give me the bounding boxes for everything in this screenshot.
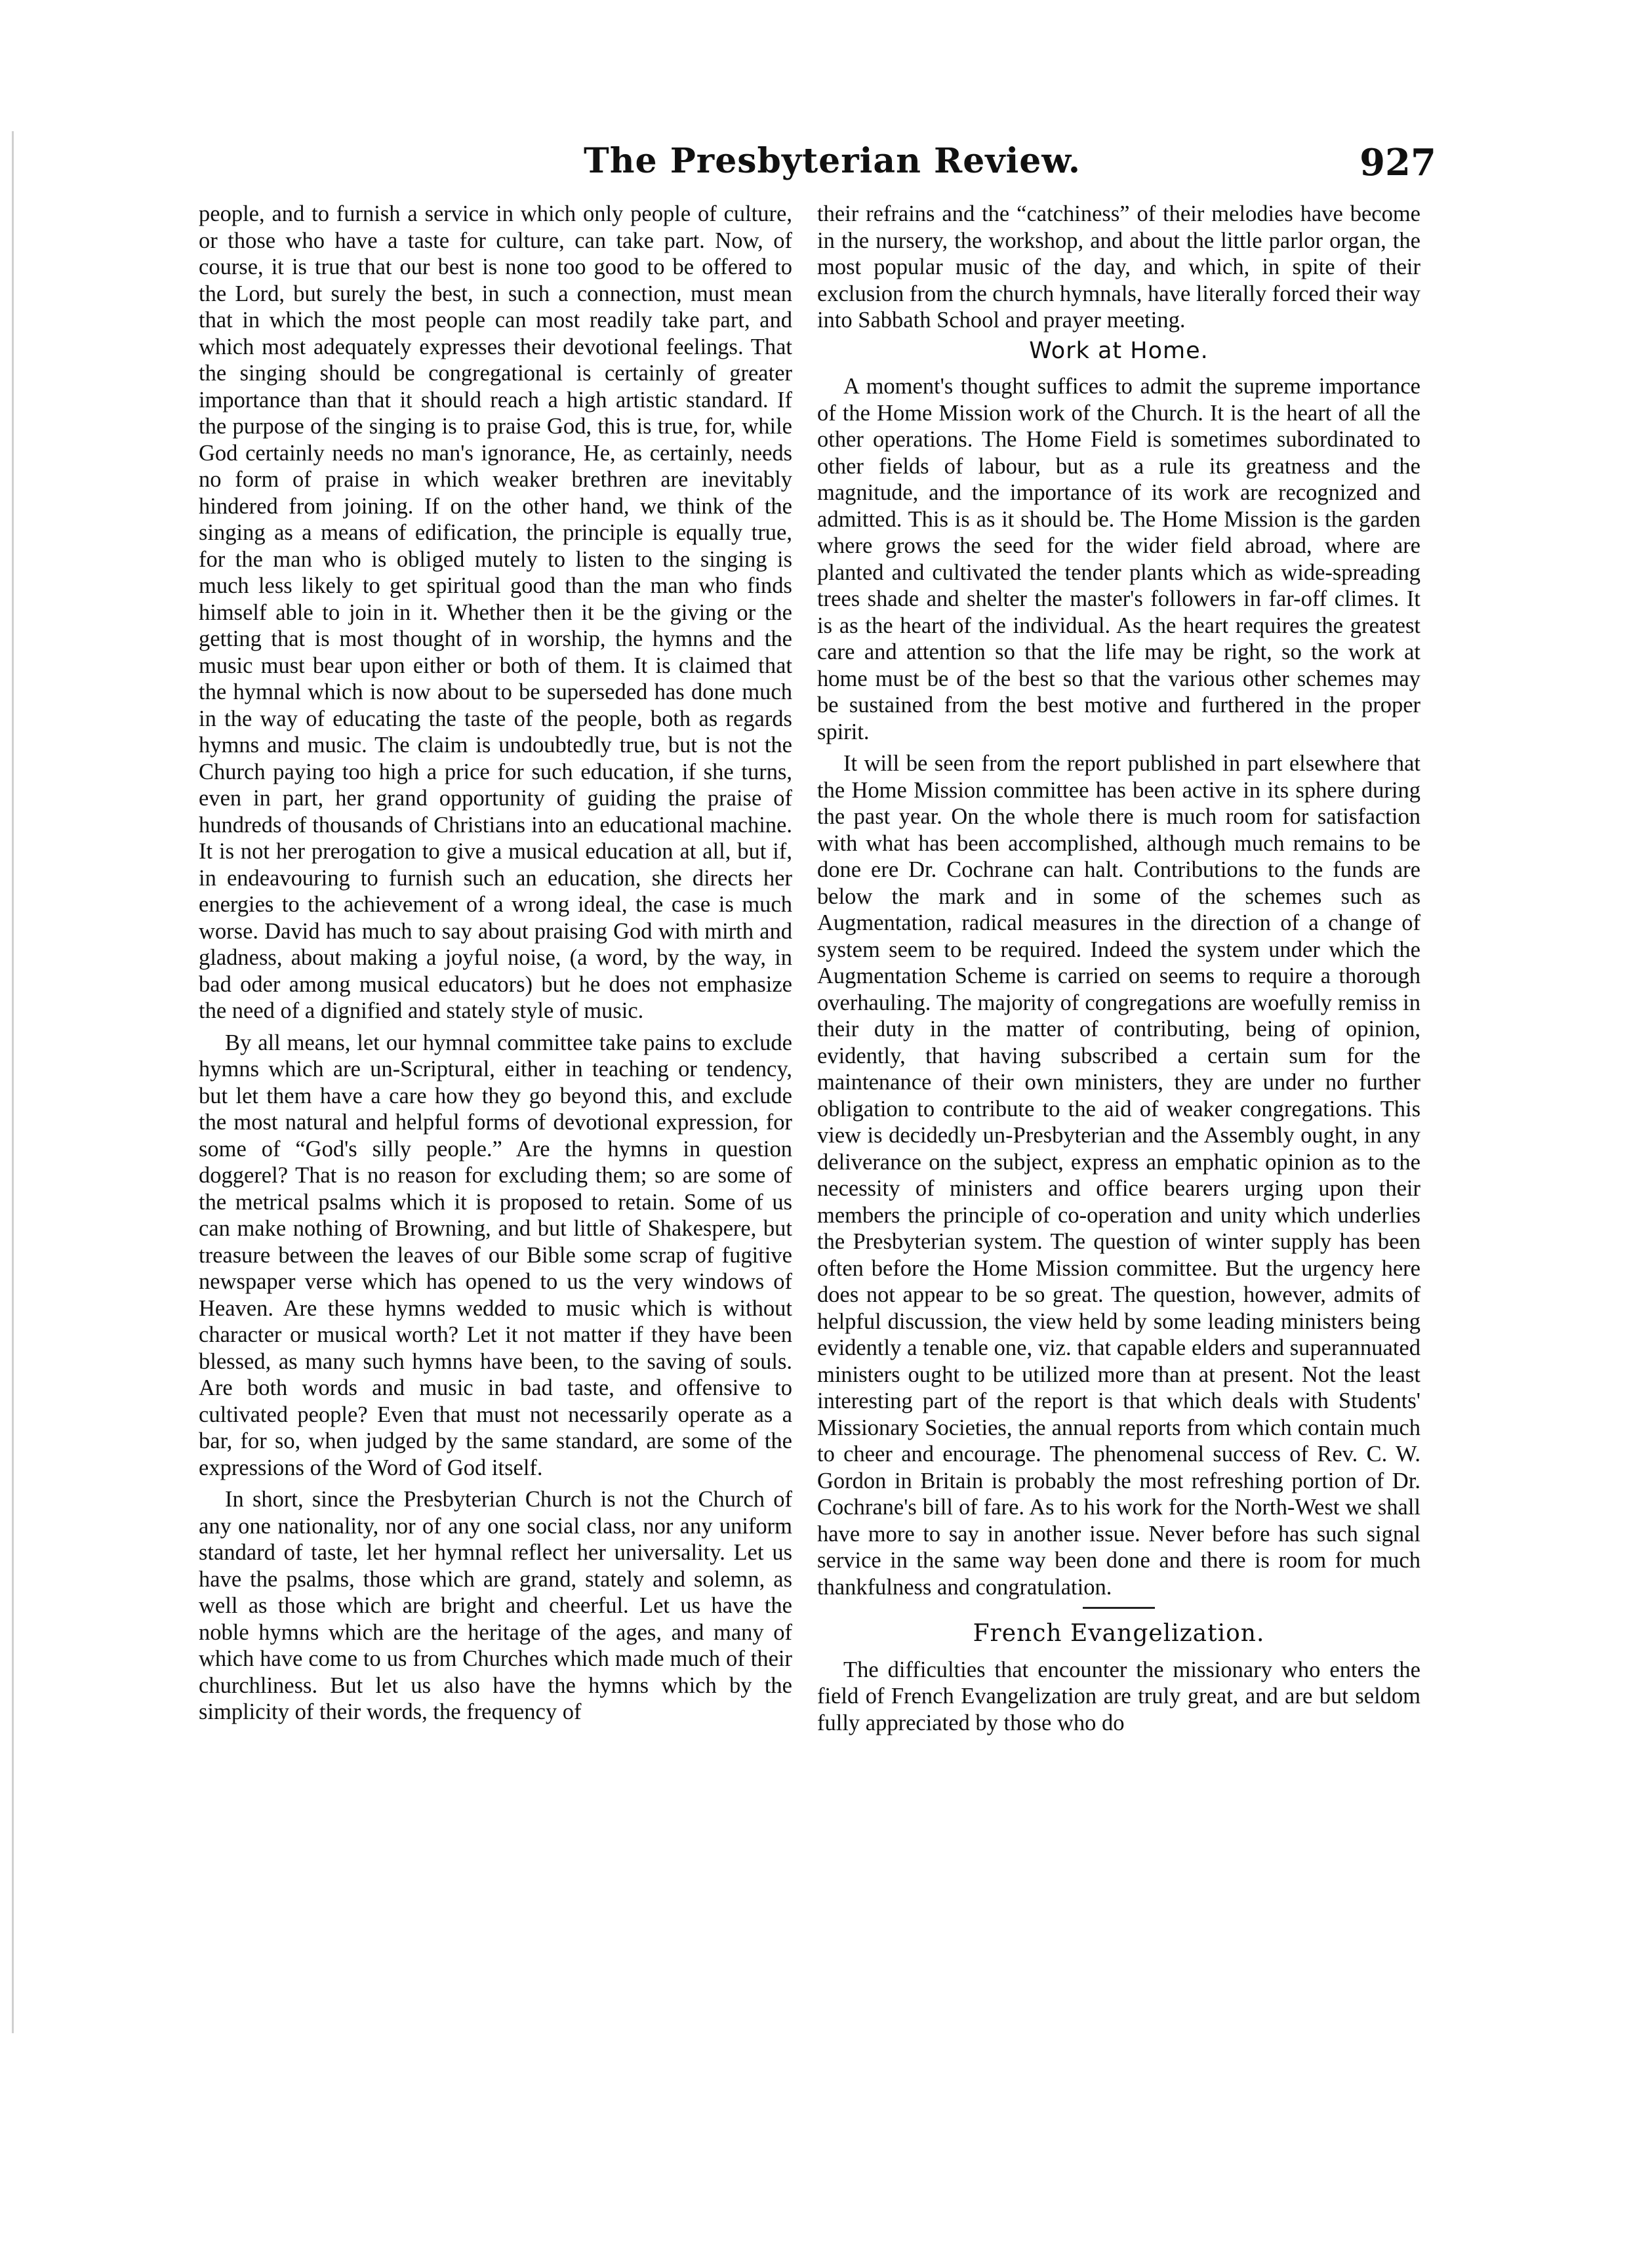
left-column [199,201,792,1726]
paragraph: The difficulties that encounter the missionary who enters the field of French Evangelization are truly great, and are but seldom fully appreciated by those who do [817,1657,1420,1735]
paragraph: By all means, let our hymnal committee take pains to exclude hymns which are un-Scriptural, either in teaching or tendency, but let them have a care how they go beyond this, and exclude the most natural and helpful forms of devotional expression, for some of “God's silly people.” Are the hymns in question doggerel? That is no reason for excluding them; so are some of the metrical psalms which it is proposed to retain. Some of us can make nothing of Browning, and but little of Shakespere, but treasure between the leaves of our Bible some scrap of fugitive newspaper verse which has opened to us the very windows of Heaven. Are these hymns wedded to music which is without character or musical worth? Let it not matter if they have been blessed, as many such hymns have been, to the saving of souls. Are both words and music in bad taste, and offensive to cultivated people? Even that must not necessarily operate as a bar, for so, when judged by the same standard, are some of the expressions of the Word of God itself. [199,1030,792,1480]
page-number: 927 [1359,141,1436,184]
right-column [817,201,1420,1736]
page-header [584,141,1436,193]
paragraph: A moment's thought suffices to admit the supreme importance of the Home Mission work of the Church. It is the heart of all the other operations. The Home Field is sometimes subordinated to other fields of labour, but as a rule its greatness and the magnitude, and the importance of its work are recognized and admitted. This is as it should be. The Home Mission is the garden where grows the seed for the wider field abroad, where are planted and cultivated the tender plants which as wide-spreading trees shade and shelter the master's followers in far-off climes. It is as the heart of the individual. As the heart requires the greatest care and attention so that the life may be right, so the work at home must be of the best so that the various other schemes may be sustained from the best motive and furthered in the proper spirit. [817,374,1420,744]
section-heading-french-evangelization: French Evangelization. [973,1620,1265,1647]
paragraph: their refrains and the “catchiness” of their melodies have become in the nursery, the workshop, and about the little parlor organ, the most popular music of the day, and which, in spite of their exclusion from the church hymnals, have literally forced their way into Sabbath School and prayer meeting. [817,201,1420,333]
journal-title: The Presbyterian Review. [584,141,1081,181]
paragraph: It will be seen from the report published in part elsewhere that the Home Mission committee has been active in its sphere during the past year. On the whole there is much room for satisfaction with what has been accomplished, although much remains to be done ere Dr. Cochrane can halt. Contributions to the funds are below the mark and in some of the schemes such as Augmentation, radical measures in the direction of a change of system seem to be required. Indeed the system under which the Augmentation Scheme is carried on seems to require a thorough overhauling. The majority of congregations are woefully remiss in their duty in the matter of contributing, being of opinion, evidently, that having subscribed a certain sum for the maintenance of their own ministers, they are under no further obligation to contribute to the aid of weaker congregations. This view is decidedly un-Presbyterian and the Assembly ought, in any deliverance on the subject, express an emphatic opinion as to the necessity of ministers and office bearers urging upon their members the principle of co-operation and unity which underlies the Presbyterian system. The question of winter supply has been often before the Home Mission committee. But the urgency here does not appear to be so great. The question, however, admits of helpful discussion, the view held by some leading ministers being evidently a tenable one, viz. that capable elders and superannuated ministers ought to be utilized more than at present. Not the least interesting part of the report is that which deals with Students' Missionary Societies, the annual reports from which contain much to cheer and encourage. The phenomenal success of Rev. C. W. Gordon in Britain is probably the most refreshing portion of Dr. Cochrane's bill of fare. As to his work for the North-West we shall have more to say in another issue. Never before has such signal service in the same way been done and there is room for much thankfulness and congratulation. [817,751,1420,1600]
section-divider [1083,1607,1155,1609]
section-heading-work-at-home: Work at Home. [1029,337,1209,364]
paragraph: people, and to furnish a service in which only people of culture, or those who have a taste for culture, can take part. Now, of course, it is true that our best is none too good to be offered to the Lord, but surely the best, in such a connection, must mean that in which the most people can most readily take part, and which most adequately expresses their devotional feelings. That the singing should be congregational is certainly of greater importance than that it should reach a high artistic standard. If the purpose of the singing is to praise God, this is true, for, while God certainly needs no man's ignorance, He, as certainly, needs no form of praise in which weaker brethren are inevitably hindered from joining. If on the other hand, we think of the singing as a means of edification, the principle is equally true, for the man who is obliged mutely to listen to the singing is much less likely to get spiritual good than the man who finds himself able to join in it. Whether then it be the giving or the getting that is most thought of in worship, the hymns and the music must bear upon either or both of them. It is claimed that the hymnal which is now about to be superseded has done much in the way of educating the taste of the people, both as regards hymns and music. The claim is undoubtedly true, but is not the Church paying too high a price for such education, if she turns, even in part, her grand opportunity of guiding the praise of hundreds of thousands of Christians into an educational machine. It is not her prerogation to give a musical education at all, but if, in endeavouring to furnish such an education, she directs her energies to the achievement of a wrong ideal, the case is much worse. David has much to say about praising God with mirth and gladness, about making a joyful noise, (a word, by the way, in bad oder among musical educators) but he does not emphasize the need of a dignified and stately style of music. [199,201,792,1023]
page-edge-rule [12,131,14,2033]
paragraph: In short, since the Presbyterian Church is not the Church of any one nationality, nor of any one social class, nor any uniform standard of taste, let her hymnal reflect her universality. Let us have the psalms, those which are grand, stately and solemn, as well as those which are bright and cheerful. Let us have the noble hymns which are the heritage of the ages, and many of which have come to us from Churches which made much of their churchliness. But let us also have the hymns which by the simplicity of their words, the frequency of [199,1487,792,1724]
